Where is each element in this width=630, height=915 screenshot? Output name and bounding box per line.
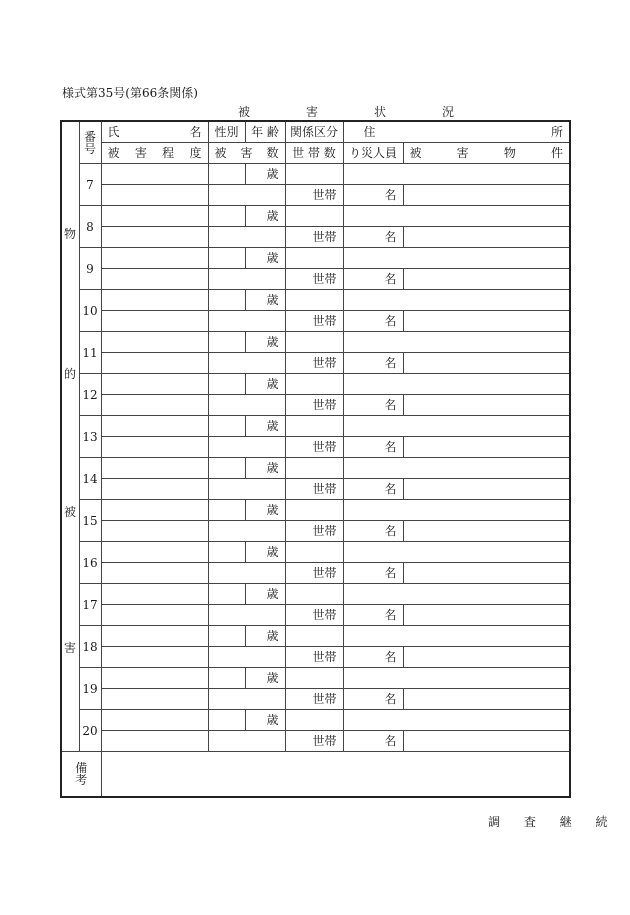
sex-cell[interactable] xyxy=(208,290,245,311)
damage-count-cell[interactable] xyxy=(208,563,285,584)
households-cell[interactable]: 世帯 xyxy=(285,647,343,668)
households-cell[interactable]: 世帯 xyxy=(285,227,343,248)
relation-cell[interactable] xyxy=(285,710,343,731)
row-number: 12 xyxy=(79,374,101,416)
damaged-property-cell[interactable] xyxy=(403,311,570,332)
damage-count-cell[interactable] xyxy=(208,311,285,332)
address-cell[interactable] xyxy=(343,584,570,605)
damage-count-cell[interactable] xyxy=(208,647,285,668)
side-label-char: 物 xyxy=(64,227,77,241)
table-row xyxy=(61,710,570,731)
table-row xyxy=(61,626,570,647)
age-cell[interactable]: 歳 xyxy=(245,626,285,647)
damage-degree-cell[interactable] xyxy=(101,269,208,290)
households-header: 世 帯 数 xyxy=(285,143,343,164)
sex-cell[interactable] xyxy=(208,332,245,353)
investigation-continued: 調 査 継 続 xyxy=(488,815,618,829)
damage-degree-cell[interactable] xyxy=(101,227,208,248)
table-row xyxy=(61,605,570,626)
damaged-property-cell[interactable] xyxy=(403,227,570,248)
damage-count-cell[interactable] xyxy=(208,731,285,752)
households-cell[interactable]: 世帯 xyxy=(285,311,343,332)
address-cell[interactable] xyxy=(343,458,570,479)
damage-degree-cell[interactable] xyxy=(101,689,208,710)
table-row xyxy=(61,584,570,605)
address-cell[interactable] xyxy=(343,542,570,563)
age-cell[interactable]: 歳 xyxy=(245,500,285,521)
row-number: 10 xyxy=(79,290,101,332)
damaged-property-cell[interactable] xyxy=(403,689,570,710)
damage-degree-cell[interactable] xyxy=(101,395,208,416)
damage-count-cell[interactable] xyxy=(208,395,285,416)
sex-cell[interactable] xyxy=(208,248,245,269)
table-row xyxy=(61,500,570,521)
table-row xyxy=(61,542,570,563)
remarks-row xyxy=(61,752,570,798)
relation-cell[interactable] xyxy=(285,542,343,563)
side-label-char: 的 xyxy=(64,367,77,381)
victims-cell[interactable]: 名 xyxy=(343,311,403,332)
table-row xyxy=(61,458,570,479)
relation-cell[interactable] xyxy=(285,458,343,479)
damage-degree-cell[interactable] xyxy=(101,731,208,752)
damage-degree-cell[interactable] xyxy=(101,605,208,626)
address-cell[interactable] xyxy=(343,500,570,521)
age-cell[interactable]: 歳 xyxy=(245,416,285,437)
age-cell[interactable]: 歳 xyxy=(245,710,285,731)
table-row xyxy=(61,647,570,668)
damaged-property-cell[interactable] xyxy=(403,437,570,458)
header-row-2 xyxy=(61,143,570,164)
table-row xyxy=(61,164,570,185)
damaged-property-cell[interactable] xyxy=(403,353,570,374)
victims-cell[interactable]: 名 xyxy=(343,647,403,668)
table-row xyxy=(61,416,570,437)
damaged-property-cell[interactable] xyxy=(403,647,570,668)
damage-degree-cell[interactable] xyxy=(101,647,208,668)
relation-cell[interactable] xyxy=(285,584,343,605)
sex-cell[interactable] xyxy=(208,206,245,227)
damaged-property-cell[interactable] xyxy=(403,479,570,500)
relation-cell[interactable] xyxy=(285,290,343,311)
side-label-cell xyxy=(61,121,79,752)
address-cell[interactable] xyxy=(343,374,570,395)
name-cell[interactable] xyxy=(101,206,208,227)
row-number: 19 xyxy=(79,668,101,710)
damage-count-cell[interactable] xyxy=(208,437,285,458)
address-cell[interactable] xyxy=(343,206,570,227)
damaged-property-cell[interactable] xyxy=(403,731,570,752)
households-cell[interactable]: 世帯 xyxy=(285,185,343,206)
households-cell[interactable]: 世帯 xyxy=(285,563,343,584)
damaged-property-cell[interactable] xyxy=(403,563,570,584)
row-number: 18 xyxy=(79,626,101,668)
name-cell[interactable] xyxy=(101,500,208,521)
victims-cell[interactable]: 名 xyxy=(343,521,403,542)
relation-cell[interactable] xyxy=(285,626,343,647)
name-cell[interactable] xyxy=(101,290,208,311)
table-row xyxy=(61,731,570,752)
victims-cell[interactable]: 名 xyxy=(343,731,403,752)
row-number: 17 xyxy=(79,584,101,626)
row-number: 16 xyxy=(79,542,101,584)
damage-status-table xyxy=(60,120,571,798)
victims-cell[interactable]: 名 xyxy=(343,395,403,416)
households-cell[interactable]: 世帯 xyxy=(285,731,343,752)
table-row xyxy=(61,248,570,269)
damage-degree-cell[interactable] xyxy=(101,311,208,332)
row-number: 9 xyxy=(79,248,101,290)
row-number: 8 xyxy=(79,206,101,248)
name-cell[interactable] xyxy=(101,626,208,647)
age-cell[interactable]: 歳 xyxy=(245,206,285,227)
relation-cell[interactable] xyxy=(285,500,343,521)
damage-count-cell[interactable] xyxy=(208,353,285,374)
table-row xyxy=(61,269,570,290)
damaged-property-cell[interactable] xyxy=(403,521,570,542)
age-header: 年 齢 xyxy=(245,121,285,143)
row-number: 20 xyxy=(79,710,101,752)
sex-cell[interactable] xyxy=(208,626,245,647)
remarks-label: 備 考 xyxy=(61,752,101,798)
damage-degree-cell[interactable] xyxy=(101,437,208,458)
relation-cell[interactable] xyxy=(285,164,343,185)
victims-cell[interactable]: 名 xyxy=(343,689,403,710)
name-header: 氏 xyxy=(107,125,120,139)
table-row xyxy=(61,437,570,458)
age-cell[interactable]: 歳 xyxy=(245,332,285,353)
victims-cell[interactable]: 名 xyxy=(343,437,403,458)
victims-cell[interactable]: 名 xyxy=(343,227,403,248)
row-number: 13 xyxy=(79,416,101,458)
damage-degree-cell[interactable] xyxy=(101,479,208,500)
damage-count-cell[interactable] xyxy=(208,689,285,710)
sex-header: 性別 xyxy=(208,121,245,143)
victims-cell[interactable]: 名 xyxy=(343,353,403,374)
table-row xyxy=(61,479,570,500)
sex-cell[interactable] xyxy=(208,584,245,605)
row-number: 11 xyxy=(79,332,101,374)
damaged-property-cell[interactable] xyxy=(403,605,570,626)
address-cell[interactable] xyxy=(343,290,570,311)
table-row xyxy=(61,290,570,311)
relation-cell[interactable] xyxy=(285,668,343,689)
sex-cell[interactable] xyxy=(208,416,245,437)
damaged-property-header: 被 害 物 件 xyxy=(409,146,563,160)
table-row xyxy=(61,521,570,542)
age-cell[interactable]: 歳 xyxy=(245,164,285,185)
name-cell[interactable] xyxy=(101,164,208,185)
address-cell[interactable] xyxy=(343,710,570,731)
address-header: 住 xyxy=(363,125,376,139)
table-row xyxy=(61,563,570,584)
sex-cell[interactable] xyxy=(208,542,245,563)
sex-cell[interactable] xyxy=(208,164,245,185)
table-row xyxy=(61,374,570,395)
victims-cell[interactable]: 名 xyxy=(343,479,403,500)
name-cell[interactable] xyxy=(101,416,208,437)
damage-degree-cell[interactable] xyxy=(101,185,208,206)
page-title: 被 害 状 況 xyxy=(238,105,477,119)
name-cell[interactable] xyxy=(101,374,208,395)
damaged-property-cell[interactable] xyxy=(403,395,570,416)
address-cell[interactable] xyxy=(343,332,570,353)
relation-cell[interactable] xyxy=(285,206,343,227)
table-row xyxy=(61,185,570,206)
table-row xyxy=(61,311,570,332)
households-cell[interactable]: 世帯 xyxy=(285,689,343,710)
address-cell[interactable] xyxy=(343,668,570,689)
name-cell[interactable] xyxy=(101,584,208,605)
form-reference: 様式第35号(第66条関係) xyxy=(62,86,198,100)
damage-degree-cell[interactable] xyxy=(101,521,208,542)
households-cell[interactable]: 世帯 xyxy=(285,437,343,458)
relation-cell[interactable] xyxy=(285,332,343,353)
age-cell[interactable]: 歳 xyxy=(245,248,285,269)
age-cell[interactable]: 歳 xyxy=(245,584,285,605)
age-cell[interactable]: 歳 xyxy=(245,668,285,689)
damage-degree-cell[interactable] xyxy=(101,353,208,374)
name-cell[interactable] xyxy=(101,458,208,479)
damage-degree-cell[interactable] xyxy=(101,563,208,584)
damage-count-header: 被 害 数 xyxy=(214,146,279,160)
table-row xyxy=(61,395,570,416)
relation-header: 関係区分 xyxy=(285,121,343,143)
relation-cell[interactable] xyxy=(285,416,343,437)
side-label-char: 害 xyxy=(64,641,77,655)
remarks-field[interactable] xyxy=(101,752,570,798)
table-row xyxy=(61,689,570,710)
damage-count-cell[interactable] xyxy=(208,605,285,626)
sex-cell[interactable] xyxy=(208,374,245,395)
address-cell[interactable] xyxy=(343,626,570,647)
relation-cell[interactable] xyxy=(285,374,343,395)
households-cell[interactable]: 世帯 xyxy=(285,395,343,416)
damage-count-cell[interactable] xyxy=(208,269,285,290)
victims-cell[interactable]: 名 xyxy=(343,605,403,626)
row-number: 14 xyxy=(79,458,101,500)
victims-cell[interactable]: 名 xyxy=(343,185,403,206)
damage-count-cell[interactable] xyxy=(208,185,285,206)
damage-degree-header: 被 害 程 度 xyxy=(107,146,202,160)
age-cell[interactable]: 歳 xyxy=(245,374,285,395)
table-row xyxy=(61,227,570,248)
address-cell[interactable] xyxy=(343,416,570,437)
sex-cell[interactable] xyxy=(208,710,245,731)
name-cell[interactable] xyxy=(101,542,208,563)
table-row xyxy=(61,206,570,227)
damage-count-cell[interactable] xyxy=(208,479,285,500)
age-cell[interactable]: 歳 xyxy=(245,290,285,311)
row-number: 15 xyxy=(79,500,101,542)
damaged-property-cell[interactable] xyxy=(403,269,570,290)
sex-cell[interactable] xyxy=(208,668,245,689)
households-cell[interactable]: 世帯 xyxy=(285,521,343,542)
address-cell[interactable] xyxy=(343,164,570,185)
sex-cell[interactable] xyxy=(208,458,245,479)
name-cell[interactable] xyxy=(101,710,208,731)
age-cell[interactable]: 歳 xyxy=(245,542,285,563)
victims-cell[interactable]: 名 xyxy=(343,563,403,584)
number-header: 番 号 xyxy=(79,121,101,164)
victims-header: り災人員 xyxy=(343,143,403,164)
age-cell[interactable]: 歳 xyxy=(245,458,285,479)
relation-cell[interactable] xyxy=(285,248,343,269)
side-label-char: 被 xyxy=(64,505,77,519)
households-cell[interactable]: 世帯 xyxy=(285,353,343,374)
victims-cell[interactable]: 名 xyxy=(343,269,403,290)
table-row xyxy=(61,353,570,374)
name-cell[interactable] xyxy=(101,332,208,353)
damage-count-cell[interactable] xyxy=(208,227,285,248)
table-row xyxy=(61,668,570,689)
row-number: 7 xyxy=(79,164,101,206)
households-cell[interactable]: 世帯 xyxy=(285,605,343,626)
name-cell[interactable] xyxy=(101,248,208,269)
damaged-property-cell[interactable] xyxy=(403,185,570,206)
header-row-1: 物 的 被 害 番 号 氏 名 性別 年 齢 関係区分 住 所 xyxy=(61,121,570,143)
name-cell[interactable] xyxy=(101,668,208,689)
table-row xyxy=(61,332,570,353)
address-cell[interactable] xyxy=(343,248,570,269)
households-cell[interactable]: 世帯 xyxy=(285,269,343,290)
damage-count-cell[interactable] xyxy=(208,521,285,542)
sex-cell[interactable] xyxy=(208,500,245,521)
households-cell[interactable]: 世帯 xyxy=(285,479,343,500)
